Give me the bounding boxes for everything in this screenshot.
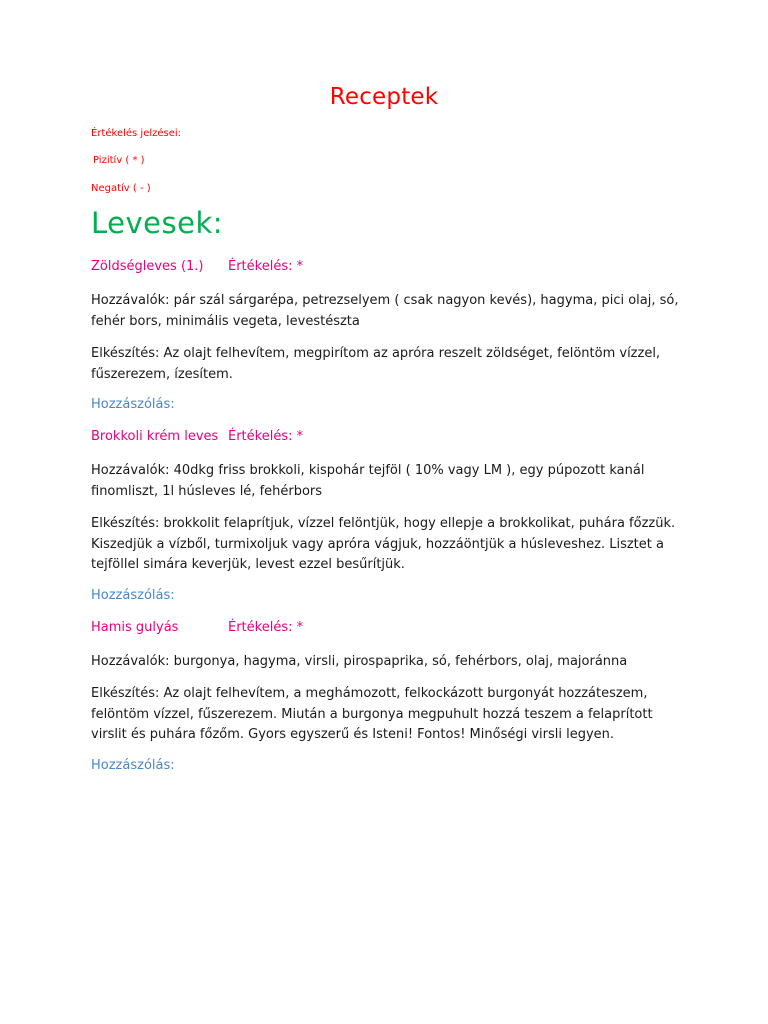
recipe-title-row bbox=[91, 620, 681, 638]
recipe-comment-label: Hozzászólás: bbox=[91, 757, 175, 773]
rating-legend-negative: Negatív ( - ) bbox=[91, 183, 151, 194]
recipe-comment-label: Hozzászólás: bbox=[91, 587, 175, 603]
recipe-ingredients: Hozzávalók: 40dkg friss brokkoli, kispohár tejföl ( 10% vagy LM ), egy púpozott kanál finomliszt, 1l húsleves lé, fehérbors bbox=[91, 463, 645, 499]
section-heading-soups: Levesek: bbox=[91, 206, 224, 240]
recipe-preparation: Elkészítés: Az olajt felhevítem, a meghámozott, felkockázott burgonyát hozzáteszem, felöntöm vízzel, fűszerezem. Miután a burgonya megpuhult hozzá teszem a felaprított virslit és puhára főzőm. Gyors egyszerű és Isteni! Fontos! Minőségi virsli legyen. bbox=[91, 686, 653, 742]
rating-legend-positive: Pizitív ( * ) bbox=[93, 155, 145, 166]
recipe-rating: Értékelés: * bbox=[228, 429, 304, 444]
recipe-rating: Értékelés: * bbox=[228, 259, 304, 274]
recipe-item bbox=[91, 620, 681, 776]
recipe-ingredients: Hozzávalók: burgonya, hagyma, virsli, pirospaprika, só, fehérbors, olaj, majoránna bbox=[91, 653, 628, 669]
recipe-name: Zöldségleves (1.) bbox=[91, 259, 204, 274]
recipe-preparation: Elkészítés: Az olajt felhevítem, megpirítom az apróra reszelt zöldséget, felöntöm vízzel, fűszerezem, ízesítem. bbox=[91, 346, 661, 382]
recipe-ingredients: Hozzávalók: pár szál sárgarépa, petrezselyem ( csak nagyon kevés), hagyma, pici olaj, só, fehér bors, minimális vegeta, levestészta bbox=[91, 293, 679, 329]
recipe-rating: Értékelés: * bbox=[228, 619, 304, 635]
rating-legend-heading: Értékelés jelzései: bbox=[91, 128, 182, 139]
recipe-item bbox=[91, 429, 681, 606]
recipe-list bbox=[91, 259, 681, 790]
recipe-preparation: Elkészítés: brokkolit felaprítjuk, vízzel felöntjük, hogy ellepje a brokkolikat, puhára főzzük. Kiszedjük a vízből, turmixoljuk vagy apróra vágjuk, hozzáöntjük a húsleveshez. Lisztet a tejföllel simára keverjük, levest ezzel besűrítjük. bbox=[91, 516, 676, 572]
recipe-name: Hamis gulyás bbox=[91, 619, 179, 635]
recipe-name: Brokkoli krém leves bbox=[91, 429, 219, 444]
recipe-title-row bbox=[91, 429, 681, 447]
recipe-comment-label: Hozzászólás: bbox=[91, 397, 175, 412]
recipe-title-row bbox=[91, 259, 681, 277]
page-title: Receptek bbox=[329, 84, 439, 110]
recipe-item bbox=[91, 259, 681, 415]
